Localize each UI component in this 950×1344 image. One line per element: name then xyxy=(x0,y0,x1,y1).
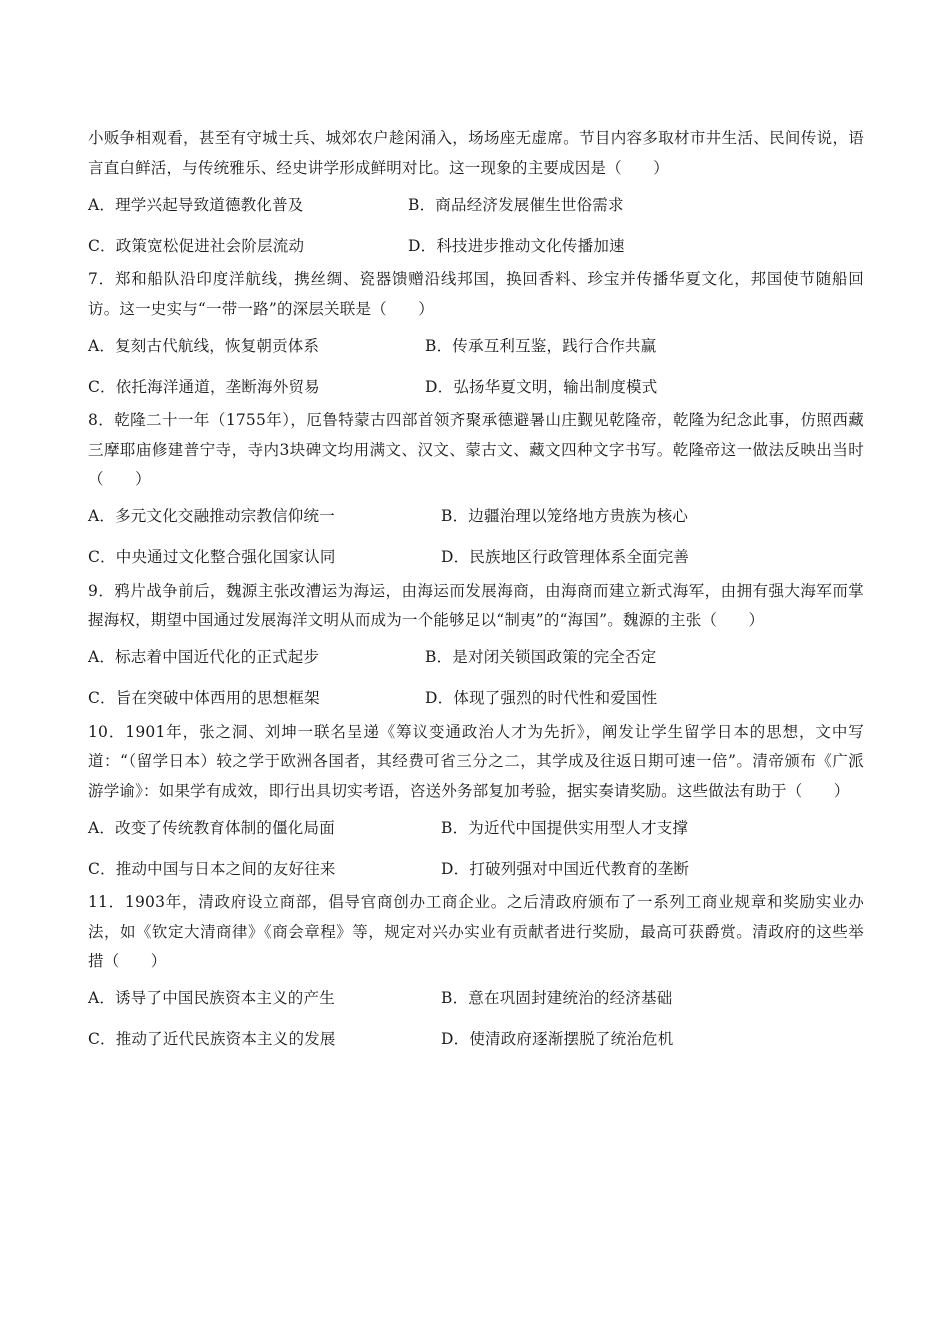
question-9-option-c[interactable]: C．旨在突破中体西用的思想框架 xyxy=(88,689,320,707)
question-7-option-a[interactable]: A．复刻古代航线，恢复朝贡体系 xyxy=(88,336,320,355)
question-7-options-row-2 xyxy=(88,365,864,406)
question-10-option-b[interactable]: B．为近代中国提供实用型人才支撑 xyxy=(441,818,689,837)
question-6 xyxy=(88,124,864,265)
question-9-options-row-2 xyxy=(88,677,864,718)
question-10-options-row-1 xyxy=(88,806,864,847)
question-9-option-d[interactable]: D．体现了强烈的时代性和爱国性 xyxy=(425,689,658,707)
question-7 xyxy=(88,265,864,406)
question-6-options-row-2 xyxy=(88,224,864,265)
question-6-stem: 小贩争相观看，甚至有守城士兵、城郊农户趁闲涌入，场场座无虚席。节目内容多取材市井生活、民间传说，语言直白鲜活，与传统雅乐、经史讲学形成鲜明对比。这一现象的主要成因是（ ） xyxy=(88,129,864,177)
question-11-option-a[interactable]: A．诱导了中国民族资本主义的产生 xyxy=(88,989,335,1007)
question-8-options-row-1 xyxy=(88,495,864,536)
question-6-option-a[interactable]: A．理学兴起导致道德教化普及 xyxy=(88,195,304,214)
question-11-options-row-1 xyxy=(88,977,864,1018)
question-9-options-row-1 xyxy=(88,636,864,677)
question-9-option-a[interactable]: A．标志着中国近代化的正式起步 xyxy=(88,648,320,666)
question-8 xyxy=(88,406,864,577)
question-9 xyxy=(88,577,864,718)
question-11-options-row-2 xyxy=(88,1018,864,1059)
question-11-option-c[interactable]: C．推动了近代民族资本主义的发展 xyxy=(88,1030,336,1048)
question-8-options-row-2 xyxy=(88,536,864,577)
question-6-option-c[interactable]: C．政策宽松促进社会阶层流动 xyxy=(88,236,305,255)
question-8-stem: 8．乾隆二十一年（1755年），厄鲁特蒙古四部首领齐聚承德避暑山庄觐见乾隆帝，乾隆为纪念此事，仿照西藏三摩耶庙修建普宁寺，寺内3块碑文均用满文、汉文、蒙古文、藏文四种文字书写。乾隆帝这一做法反映出当时（ ） xyxy=(88,411,864,488)
question-11-option-b[interactable]: B．意在巩固封建统治的经济基础 xyxy=(441,989,673,1007)
question-10-stem: 10．1901年，张之洞、刘坤一联名呈递《筹议变通政治人才为先折》，阐发让学生留学日本的思想，文中写道：“（留学日本）较之学于欧洲各国者，其经费可省三分之二，其学成及往返日期可速一倍”。清帝颁布《广派游学谕》：如果学有成效，即行出具切实考语，咨送外务部复加考验，据实奏请奖励。这些做法有助于（ ） xyxy=(88,722,864,800)
question-10-option-a[interactable]: A．改变了传统教育体制的僵化局面 xyxy=(88,818,335,837)
question-7-option-d[interactable]: D．弘扬华夏文明，输出制度模式 xyxy=(425,377,658,396)
question-8-option-a[interactable]: A．多元文化交融推动宗教信仰统一 xyxy=(88,507,335,525)
question-9-option-b[interactable]: B．是对闭关锁国政策的完全否定 xyxy=(425,648,657,666)
question-6-option-d[interactable]: D．科技进步推动文化传播加速 xyxy=(408,236,625,255)
exam-page xyxy=(88,124,864,1059)
question-10-option-d[interactable]: D．打破列强对中国近代教育的垄断 xyxy=(441,859,690,878)
question-8-option-d[interactable]: D．民族地区行政管理体系全面完善 xyxy=(441,548,690,566)
question-7-options-row-1 xyxy=(88,324,864,365)
question-6-options-row-1 xyxy=(88,183,864,224)
question-10-options-row-2 xyxy=(88,847,864,888)
question-7-stem: 7．郑和船队沿印度洋航线，携丝绸、瓷器馈赠沿线邦国，换回香料、珍宝并传播华夏文化，邦国使节随船回访。这一史实与“一带一路”的深层关联是（ ） xyxy=(88,270,864,318)
question-11-stem: 11．1903年，清政府设立商部，倡导官商创办工商企业。之后清政府颁布了一系列工商业规章和奖励实业办法，如《钦定大清商律》《商会章程》等，规定对兴办实业有贡献者进行奖励，最高可获爵赏。清政府的这些举措（ ） xyxy=(88,893,864,970)
question-8-option-b[interactable]: B．边疆治理以笼络地方贵族为核心 xyxy=(441,507,689,525)
question-7-option-b[interactable]: B．传承互利互鉴，践行合作共赢 xyxy=(425,336,657,355)
question-6-option-b[interactable]: B．商品经济发展催生世俗需求 xyxy=(408,195,624,214)
question-7-option-c[interactable]: C．依托海洋通道，垄断海外贸易 xyxy=(88,377,320,396)
question-11-option-d[interactable]: D．使清政府逐渐摆脱了统治危机 xyxy=(441,1030,674,1048)
question-10 xyxy=(88,718,864,889)
question-8-option-c[interactable]: C．中央通过文化整合强化国家认同 xyxy=(88,548,336,566)
question-9-stem: 9．鸦片战争前后，魏源主张改漕运为海运，由海运而发展海商，由海商而建立新式海军，由拥有强大海军而掌握海权，期望中国通过发展海洋文明从而成为一个能够足以“制夷”的“海国”。魏源的主张（ ） xyxy=(88,581,864,629)
question-11 xyxy=(88,888,864,1059)
question-10-option-c[interactable]: C．推动中国与日本之间的友好往来 xyxy=(88,859,336,878)
